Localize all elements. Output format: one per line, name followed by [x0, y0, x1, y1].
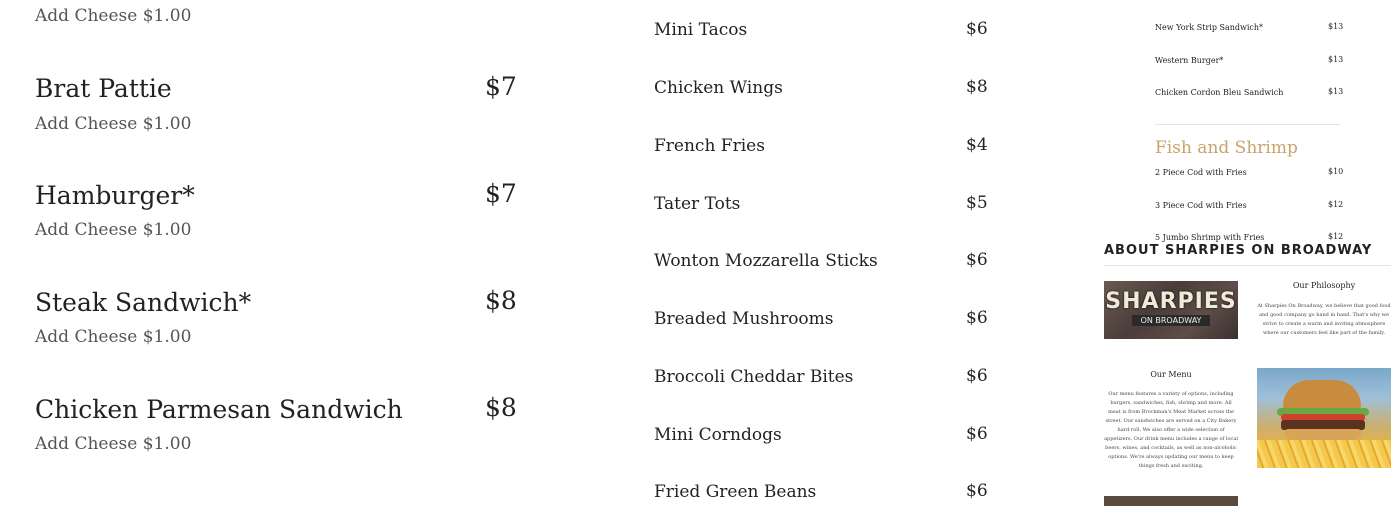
menu-title: Our Menu	[1150, 370, 1192, 379]
philosophy-text: At Sharpies On Broadway, we believe that good food and good company go hand in hand. That's why we strive to create a warm and inviting atmosphere where our customers feel like part of the family.	[1257, 303, 1391, 336]
appetizer-name: French Fries	[654, 136, 765, 156]
burger-photo	[1257, 368, 1391, 468]
logo-text: SHARPIES	[1105, 289, 1237, 314]
sharpies-logo-image	[1104, 281, 1238, 339]
menu-item-name: Hamburger*	[35, 181, 195, 210]
fish-item-price: $12	[1328, 200, 1344, 209]
appetizer-price: $6	[966, 250, 988, 270]
sandwich-name: Western Burger*	[1155, 56, 1224, 65]
fish-section-title: Fish and Shrimp	[1155, 138, 1298, 158]
sandwich-price: $13	[1328, 55, 1344, 64]
appetizer-price: $4	[966, 135, 988, 155]
sandwich-price: $13	[1328, 22, 1344, 31]
menu-item-price: $8	[485, 393, 517, 422]
menu-item-addon: Add Cheese $1.00	[35, 220, 192, 240]
sandwich-name: New York Strip Sandwich*	[1155, 23, 1264, 32]
top-addon-text: Add Cheese $1.00	[35, 6, 192, 26]
appetizer-name: Mini Tacos	[654, 20, 748, 40]
menu-item-price: $8	[485, 286, 517, 315]
appetizer-price: $6	[966, 19, 988, 39]
appetizer-price: $5	[966, 193, 988, 213]
menu-item-addon: Add Cheese $1.00	[35, 327, 192, 347]
section-divider	[1155, 124, 1340, 125]
about-heading: ABOUT SHARPIES ON BROADWAY	[1104, 243, 1373, 258]
appetizer-name: Breaded Mushrooms	[654, 309, 834, 329]
menu-item-name: Brat Pattie	[35, 74, 172, 103]
fish-item-price: $12	[1328, 232, 1344, 241]
menu-item-price: $7	[485, 179, 517, 208]
appetizer-price: $6	[966, 481, 988, 501]
appetizer-price: $6	[966, 424, 988, 444]
appetizer-price: $6	[966, 366, 988, 386]
menu-item-addon: Add Cheese $1.00	[35, 434, 192, 454]
appetizer-price: $6	[966, 308, 988, 328]
fish-item-name: 3 Piece Cod with Fries	[1155, 201, 1247, 210]
sidebar-column	[1104, 0, 1400, 500]
logo-subtext: ON BROADWAY	[1132, 315, 1210, 326]
philosophy-title: Our Philosophy	[1292, 281, 1356, 290]
menu-description: Our menu features a variety of options, including burgers, sandwiches, fish, shrimp and more. All meat is from Brockman's Meat Market across the street. Our sandwiches are served on a City Bakery hard roll. We also offer a wide selection of appetizers. Our drink menu includes a range of local beers, wines, and cocktails, as well as non-alcoholic options. We're always updating our menu to keep things fresh and exciting.	[1104, 391, 1238, 469]
sandwich-price: $13	[1328, 87, 1344, 96]
restaurant-photo	[1104, 496, 1238, 506]
menu-item-addon: Add Cheese $1.00	[35, 114, 192, 134]
fish-item-name: 5 Jumbo Shrimp with Fries	[1155, 233, 1265, 242]
appetizer-name: Mini Corndogs	[654, 425, 782, 445]
about-divider	[1104, 265, 1391, 266]
fish-item-name: 2 Piece Cod with Fries	[1155, 168, 1247, 177]
menu-item-price: $7	[485, 72, 517, 101]
menu-item-name: Chicken Parmesan Sandwich	[35, 395, 403, 424]
menu-item-name: Steak Sandwich*	[35, 288, 252, 317]
fish-item-price: $10	[1328, 167, 1344, 176]
appetizer-name: Tater Tots	[654, 194, 741, 214]
appetizer-name: Chicken Wings	[654, 78, 783, 98]
appetizer-name: Broccoli Cheddar Bites	[654, 367, 854, 387]
appetizer-name: Wonton Mozzarella Sticks	[654, 251, 878, 271]
sandwich-name: Chicken Cordon Bleu Sandwich	[1155, 88, 1284, 97]
appetizer-name: Fried Green Beans	[654, 482, 817, 502]
appetizer-price: $8	[966, 77, 988, 97]
